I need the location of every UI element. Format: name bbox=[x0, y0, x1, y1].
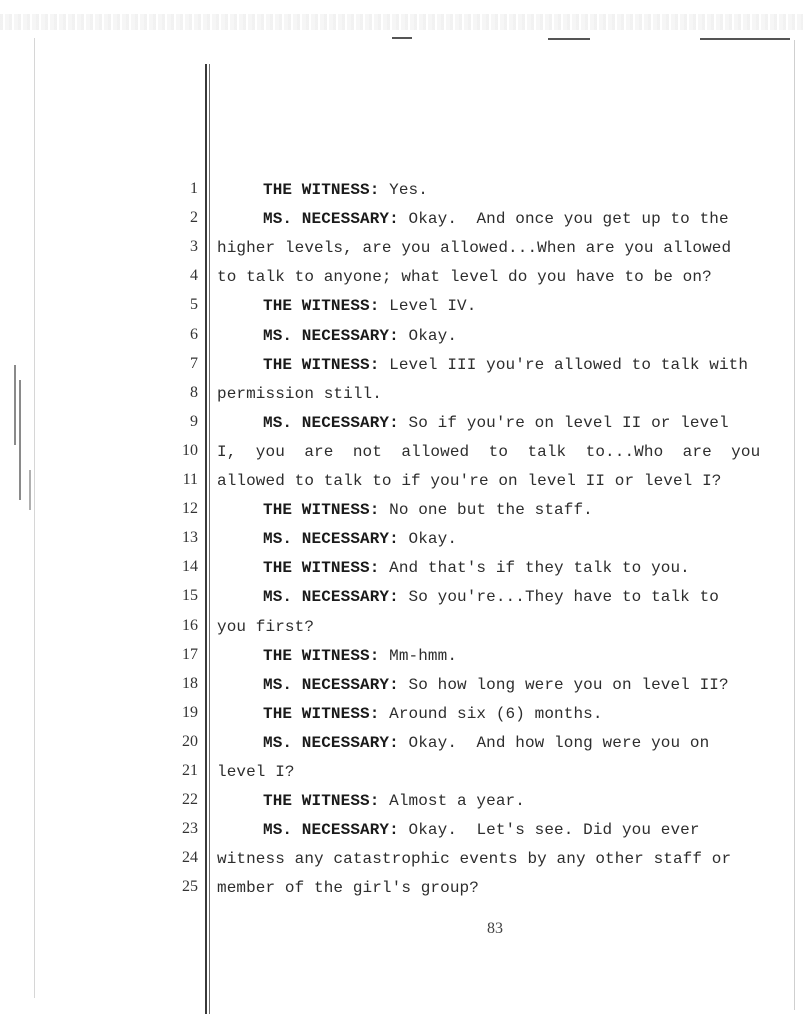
transcript-line bbox=[0, 817, 803, 846]
line-text bbox=[263, 734, 789, 752]
speaker-label: THE WITNESS: bbox=[263, 559, 380, 578]
speaker-label: THE WITNESS: bbox=[263, 646, 380, 665]
speaker-label: THE WITNESS: bbox=[263, 704, 380, 723]
spoken-text: So if you're on level II or level bbox=[398, 413, 729, 432]
line-number: 12 bbox=[182, 500, 198, 518]
line-text bbox=[263, 705, 789, 723]
line-text bbox=[263, 181, 789, 199]
line-number: 7 bbox=[190, 354, 198, 372]
speaker-label: MS. NECESSARY: bbox=[263, 588, 399, 607]
speaker-label: THE WITNESS: bbox=[263, 792, 380, 811]
transcript-line bbox=[0, 177, 803, 206]
line-text bbox=[263, 327, 789, 345]
spoken-text: allowed to talk to if you're on level II or level I? bbox=[217, 472, 722, 490]
transcript-line bbox=[0, 293, 803, 322]
scan-mark bbox=[700, 38, 790, 40]
transcript-line bbox=[0, 614, 803, 643]
line-text bbox=[217, 850, 789, 868]
line-text bbox=[263, 559, 789, 577]
spoken-text: you first? bbox=[217, 617, 315, 636]
spoken-text: So you're...They have to talk to bbox=[398, 588, 719, 607]
line-text bbox=[263, 210, 789, 228]
transcript-line bbox=[0, 381, 803, 410]
spoken-text: And that's if they talk to you. bbox=[379, 559, 690, 578]
line-text bbox=[217, 239, 789, 257]
spoken-text: Okay. And once you get up to the bbox=[398, 210, 729, 229]
transcript-line bbox=[0, 875, 803, 904]
spoken-text: Okay. Let's see. Did you ever bbox=[398, 821, 700, 840]
line-number: 15 bbox=[182, 587, 198, 605]
spoken-text: member of the girl's group? bbox=[217, 879, 479, 898]
line-number: 9 bbox=[190, 412, 198, 430]
line-text bbox=[217, 879, 789, 897]
transcript-line bbox=[0, 701, 803, 730]
spoken-text: higher levels, are you allowed...When are you allowed bbox=[217, 239, 732, 258]
line-number: 8 bbox=[190, 383, 198, 401]
spoken-text: Okay. And how long were you on bbox=[398, 733, 710, 752]
spoken-text: Level IV. bbox=[379, 297, 477, 316]
line-number: 24 bbox=[182, 849, 198, 867]
transcript-line bbox=[0, 730, 803, 759]
line-number: 2 bbox=[190, 209, 198, 227]
line-number: 23 bbox=[182, 820, 198, 838]
line-number: 18 bbox=[182, 674, 198, 692]
line-text bbox=[217, 385, 789, 403]
line-number: 6 bbox=[190, 325, 198, 343]
spoken-text: Level III you're allowed to talk with bbox=[379, 355, 749, 374]
line-text bbox=[263, 501, 789, 519]
line-text bbox=[263, 414, 789, 432]
spoken-text: to talk to anyone; what level do you have to be on? bbox=[217, 268, 712, 287]
line-number: 16 bbox=[182, 616, 198, 634]
line-number: 19 bbox=[182, 703, 198, 721]
line-text bbox=[263, 821, 789, 839]
spoken-text: witness any catastrophic events by any other staff or bbox=[217, 850, 732, 869]
spoken-text: Yes. bbox=[379, 181, 428, 199]
spoken-text: permission still. bbox=[217, 384, 382, 403]
line-text bbox=[263, 356, 789, 374]
spoken-text: Around six (6) months. bbox=[379, 704, 603, 723]
line-number: 25 bbox=[182, 878, 198, 896]
transcript-line bbox=[0, 264, 803, 293]
line-number: 3 bbox=[190, 238, 198, 256]
transcript-line bbox=[0, 323, 803, 352]
spoken-text: Almost a year. bbox=[379, 792, 525, 811]
line-number: 1 bbox=[190, 180, 198, 197]
line-number: 13 bbox=[182, 529, 198, 547]
line-number: 14 bbox=[182, 558, 198, 576]
spoken-text: Okay. bbox=[398, 326, 458, 345]
transcript-line bbox=[0, 410, 803, 439]
line-text bbox=[263, 676, 789, 694]
spoken-text: level I? bbox=[217, 763, 295, 781]
line-text bbox=[217, 472, 789, 490]
scan-mark bbox=[548, 38, 590, 40]
spoken-text: I, you are not allowed to talk to...Who are you bbox=[217, 442, 761, 461]
line-number: 20 bbox=[182, 732, 198, 750]
scan-header-noise bbox=[0, 14, 803, 30]
speaker-label: MS. NECESSARY: bbox=[263, 821, 399, 840]
speaker-label: THE WITNESS: bbox=[263, 297, 380, 316]
line-number: 10 bbox=[182, 441, 198, 459]
speaker-label: THE WITNESS: bbox=[263, 355, 380, 374]
transcript-line bbox=[0, 526, 803, 555]
speaker-label: THE WITNESS: bbox=[263, 501, 380, 520]
line-text bbox=[217, 618, 789, 636]
transcript-line bbox=[0, 672, 803, 701]
speaker-label: MS. NECESSARY: bbox=[263, 413, 399, 432]
line-text bbox=[263, 297, 789, 315]
line-text bbox=[263, 530, 789, 548]
transcript-line bbox=[0, 759, 803, 788]
speaker-label: MS. NECESSARY: bbox=[263, 675, 399, 694]
transcript-line bbox=[0, 352, 803, 381]
transcript-line bbox=[0, 235, 803, 264]
line-text bbox=[217, 268, 789, 286]
line-number: 4 bbox=[190, 267, 198, 285]
transcript-line bbox=[0, 846, 803, 875]
line-text bbox=[263, 647, 789, 665]
line-text bbox=[217, 763, 789, 781]
spoken-text: No one but the staff. bbox=[379, 501, 593, 520]
transcript-line bbox=[0, 468, 803, 497]
line-number: 21 bbox=[182, 762, 198, 779]
speaker-label: MS. NECESSARY: bbox=[263, 210, 399, 229]
line-number: 17 bbox=[182, 645, 198, 663]
scan-mark bbox=[392, 37, 412, 39]
transcript-line bbox=[0, 788, 803, 817]
spoken-text: Okay. bbox=[398, 530, 458, 549]
transcript-line bbox=[0, 555, 803, 584]
transcript-line bbox=[0, 206, 803, 235]
transcript-line bbox=[0, 643, 803, 672]
line-number: 22 bbox=[182, 791, 198, 809]
line-number: 11 bbox=[182, 471, 198, 488]
transcript-line bbox=[0, 584, 803, 613]
speaker-label: MS. NECESSARY: bbox=[263, 530, 399, 549]
line-number: 5 bbox=[190, 296, 198, 314]
page-number: 83 bbox=[487, 920, 503, 937]
speaker-label: MS. NECESSARY: bbox=[263, 733, 399, 752]
line-text bbox=[263, 588, 789, 606]
spoken-text: So how long were you on level II? bbox=[398, 675, 729, 694]
speaker-label: THE WITNESS: bbox=[263, 181, 380, 199]
transcript-line bbox=[0, 439, 803, 468]
spoken-text: Mm-hmm. bbox=[379, 646, 458, 665]
line-text bbox=[263, 792, 789, 810]
speaker-label: MS. NECESSARY: bbox=[263, 326, 399, 345]
line-text bbox=[217, 443, 789, 461]
transcript-line bbox=[0, 497, 803, 526]
